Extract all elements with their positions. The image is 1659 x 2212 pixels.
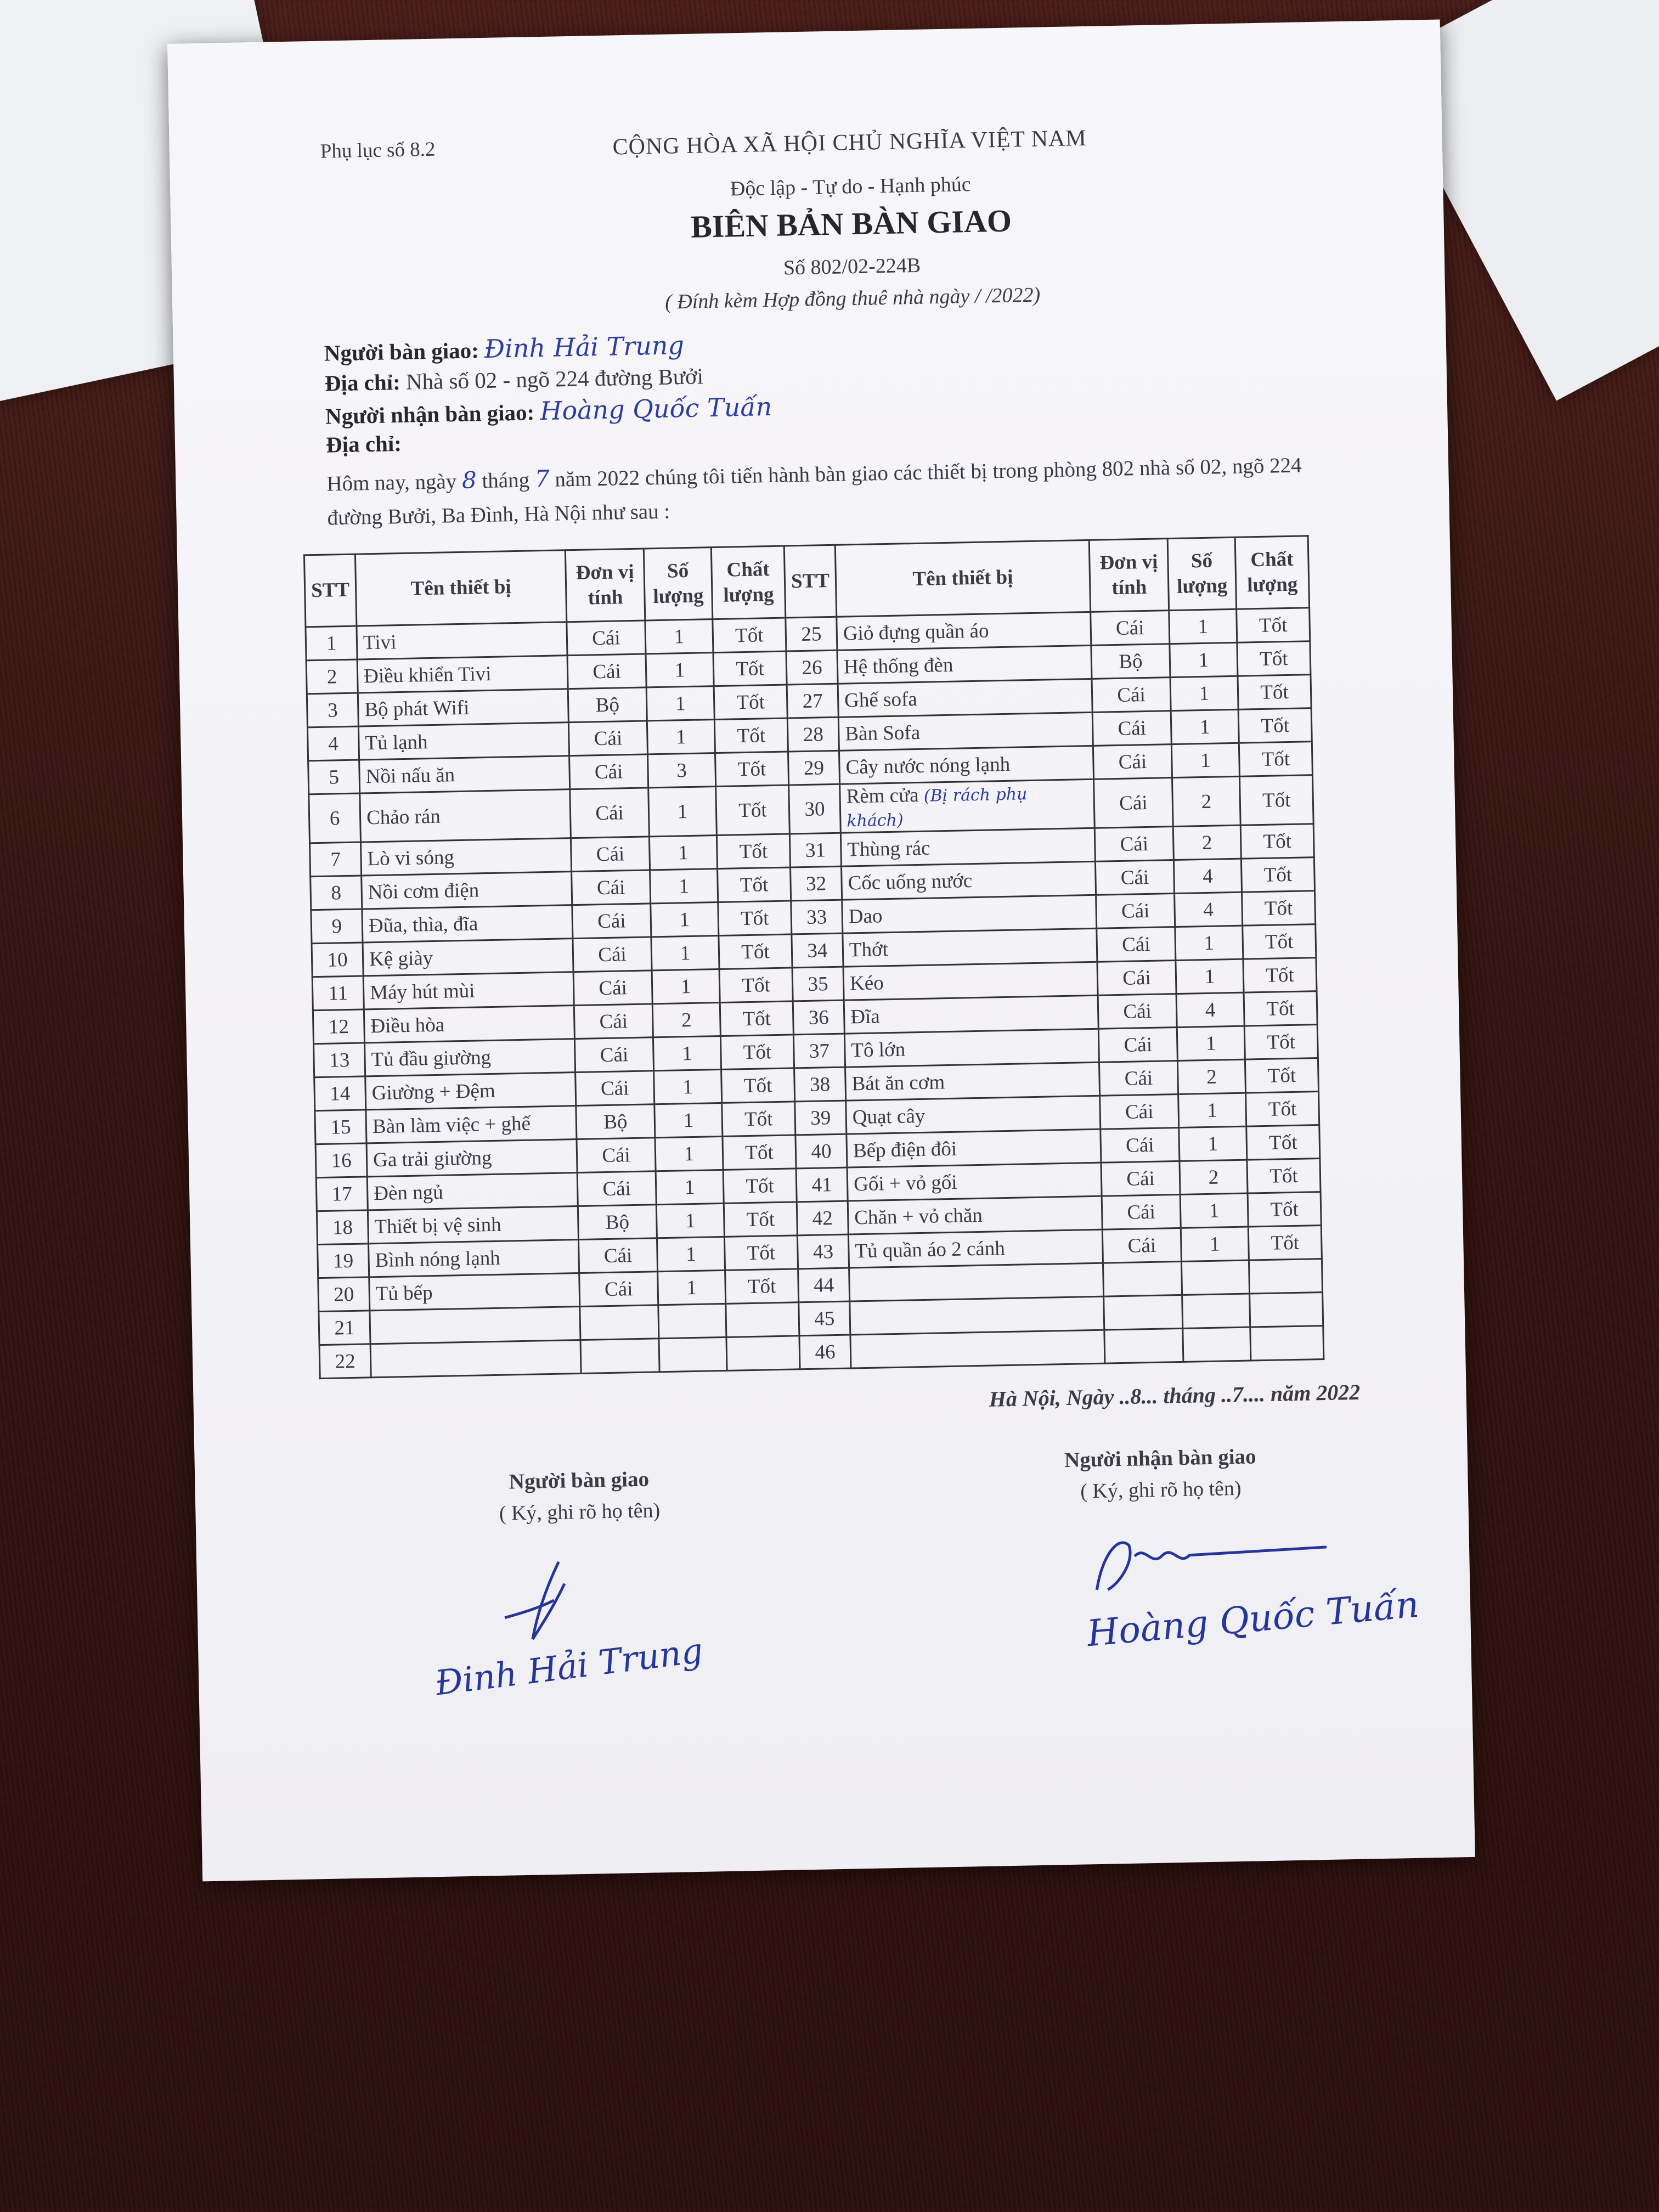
- giver-signature-subtitle: ( Ký, ghi rõ họ tên): [499, 1499, 661, 1525]
- receiver-label: Người nhận bàn giao:: [325, 399, 535, 429]
- cell-quality: [726, 1336, 800, 1371]
- cell-quality-2: [1250, 1325, 1324, 1361]
- cell-qty: 1: [646, 653, 714, 687]
- cell-stt: 15: [315, 1110, 366, 1144]
- receiver-handwritten-name: Hoàng Quốc Tuấn: [539, 391, 772, 426]
- cell-stt: 19: [318, 1244, 369, 1278]
- giver-handwritten-name: Đinh Hải Trung: [484, 330, 685, 364]
- cell-qty-2: [1182, 1294, 1250, 1328]
- header-unit: Đơn vị tính: [565, 549, 645, 622]
- cell-qty: 2: [652, 1002, 720, 1037]
- cell-quality-2: Tốt: [1247, 1159, 1321, 1194]
- cell-qty-2: 4: [1176, 992, 1244, 1027]
- cell-stt-2: 30: [789, 784, 841, 834]
- cell-unit-2: Cái: [1093, 744, 1172, 780]
- header-qty-2: Số lượng: [1167, 537, 1236, 610]
- cell-quality: Tốt: [720, 1035, 794, 1070]
- cell-name: Lò vi sóng: [360, 838, 571, 876]
- cell-stt: 17: [316, 1177, 368, 1211]
- address-label: Địa chỉ:: [324, 369, 401, 396]
- cell-qty: 1: [654, 1103, 723, 1137]
- cell-unit: Cái: [577, 1138, 656, 1173]
- cell-qty: [659, 1337, 727, 1372]
- cell-qty-2: 2: [1173, 825, 1241, 860]
- intro-text-3: năm 2022 chúng tôi tiến hành bàn giao các thiết bị trong phòng 802 nhà số 02, ngõ 224 đường Bưởi, Ba Đình, Hà Nội như sau :: [327, 453, 1302, 530]
- cell-quality: Tốt: [722, 1102, 795, 1137]
- cell-name: Điều khiển Tivi: [357, 656, 568, 693]
- cell-stt: 12: [313, 1009, 364, 1044]
- cell-stt-2: 28: [787, 717, 839, 752]
- cell-name: Thiết bị vệ sinh: [368, 1206, 578, 1244]
- cell-unit: Cái: [567, 654, 646, 689]
- cell-stt: 5: [308, 760, 360, 794]
- cell-stt-2: 44: [798, 1268, 850, 1302]
- cell-stt-2: 37: [793, 1034, 845, 1068]
- cell-name: Bình nóng lạnh: [369, 1240, 579, 1277]
- header-quality: Chất lượng: [711, 546, 785, 619]
- cell-qty-2: 4: [1173, 859, 1242, 893]
- cell-quality-2: [1250, 1292, 1323, 1327]
- place-date: Hà Nội, Ngày ..8... tháng ..7.... năm 2022: [989, 1379, 1361, 1412]
- cell-unit: Cái: [577, 1171, 656, 1206]
- cell-name-2: Thớt: [843, 928, 1097, 967]
- header-unit-2: Đơn vị tính: [1089, 539, 1169, 612]
- cell-name: [370, 1340, 581, 1377]
- cell-qty: 1: [654, 1069, 722, 1104]
- header-name: Tên thiết bị: [355, 550, 566, 626]
- cell-quality-2: [1249, 1259, 1322, 1294]
- receiver-field: [325, 392, 772, 430]
- cell-stt: 7: [310, 842, 362, 877]
- cell-quality-2: Tốt: [1246, 1125, 1320, 1160]
- cell-unit: Cái: [578, 1238, 657, 1273]
- cell-quality: Tốt: [718, 867, 791, 902]
- cell-quality: Tốt: [724, 1202, 797, 1237]
- cell-unit-2: Cái: [1099, 1060, 1178, 1096]
- cell-qty: 1: [648, 787, 717, 837]
- cell-unit: Bộ: [578, 1205, 657, 1240]
- cell-quality: Tốt: [714, 718, 788, 753]
- equipment-table: [303, 535, 1325, 1379]
- nation-heading: CỘNG HÒA XÃ HỘI CHỦ NGHĨA VIỆT NAM: [612, 125, 1087, 160]
- cell-stt-2: 38: [794, 1067, 846, 1102]
- cell-qty-2: 2: [1172, 776, 1241, 826]
- cell-qty: 1: [646, 686, 714, 721]
- receiver-signature-title: Người nhận bàn giao: [1064, 1444, 1256, 1472]
- cell-stt-2: 39: [795, 1101, 847, 1135]
- cell-qty-2: 1: [1169, 609, 1237, 644]
- cell-unit: Cái: [571, 837, 650, 872]
- cell-stt: 14: [314, 1076, 366, 1111]
- cell-stt-2: 34: [792, 933, 843, 968]
- document-sheet: [167, 19, 1475, 1881]
- cell-name: Máy hút mùi: [363, 972, 574, 1009]
- giver-label: Người bàn giao:: [324, 337, 479, 366]
- cell-stt-2: 31: [789, 833, 841, 867]
- cell-name: Tủ lạnh: [358, 723, 569, 760]
- intro-day: 8: [461, 466, 477, 494]
- cell-quality: Tốt: [720, 1001, 793, 1036]
- cell-stt-2: 29: [788, 751, 839, 785]
- cell-stt-2: 42: [797, 1201, 848, 1235]
- cell-name-2: [850, 1296, 1104, 1335]
- cell-qty-2: 1: [1170, 642, 1238, 677]
- cell-name: Bàn làm việc + ghế: [366, 1106, 577, 1143]
- giver-signature-name: Đinh Hải Trung: [433, 1630, 706, 1703]
- cell-qty: 1: [658, 1270, 726, 1305]
- cell-name: Đũa, thìa, đĩa: [362, 905, 573, 943]
- cell-quality-2: Tốt: [1237, 641, 1311, 676]
- receiver-signature-name: Hoàng Quốc Tuấn: [1085, 1583, 1421, 1655]
- address-field: [324, 363, 703, 396]
- cell-unit-2: Cái: [1098, 994, 1177, 1029]
- cell-name-2: Bát ăn cơm: [845, 1062, 1100, 1101]
- cell-unit: Cái: [573, 970, 652, 1006]
- address-value: Nhà số 02 - ngõ 224 đường Bưởi: [405, 363, 704, 394]
- cell-unit-2: [1104, 1295, 1183, 1330]
- cell-unit-2: Cái: [1098, 1028, 1177, 1063]
- cell-quality-2: Tốt: [1243, 958, 1317, 993]
- cell-stt: 3: [307, 693, 358, 727]
- cell-qty: 1: [657, 1237, 725, 1271]
- cell-stt-2: 33: [791, 900, 843, 934]
- cell-unit-2: Cái: [1101, 1161, 1180, 1196]
- cell-quality: Tốt: [713, 651, 787, 686]
- document-number: Số 802/02-224B: [783, 253, 921, 280]
- cell-quality: Tốt: [716, 785, 790, 836]
- cell-stt: 13: [314, 1043, 365, 1077]
- cell-qty: 1: [656, 1203, 724, 1238]
- giver-signature-title: Người bàn giao: [509, 1467, 650, 1494]
- cell-qty-2: 1: [1176, 959, 1244, 994]
- cell-quality-2: Tốt: [1240, 824, 1314, 859]
- cell-name-2: Tô lớn: [844, 1029, 1099, 1067]
- cell-quality: [726, 1302, 799, 1338]
- cell-unit-2: [1103, 1261, 1182, 1296]
- cell-unit-2: Cái: [1100, 1094, 1179, 1129]
- cell-unit: Cái: [574, 1037, 653, 1073]
- cell-quality: Tốt: [716, 834, 790, 869]
- cell-name: Nồi cơm điện: [362, 872, 572, 909]
- header-quality-2: Chất lượng: [1235, 536, 1309, 610]
- cell-qty-2: 1: [1177, 1026, 1245, 1060]
- cell-stt-2: 36: [793, 1000, 844, 1035]
- cell-name: Tủ đầu giường: [365, 1039, 575, 1076]
- cell-quality: Tốt: [719, 968, 793, 1003]
- cell-name-2: Tủ quần áo 2 cánh: [848, 1229, 1103, 1268]
- intro-text-2: tháng: [476, 468, 535, 493]
- cell-qty-2: [1181, 1260, 1249, 1295]
- cell-stt-2: 40: [795, 1134, 847, 1169]
- cell-name: Kệ giày: [363, 939, 573, 976]
- header-stt: STT: [304, 554, 356, 627]
- address2-field: [326, 430, 402, 458]
- cell-quality-2: Tốt: [1248, 1226, 1322, 1261]
- cell-unit: Cái: [572, 870, 651, 905]
- cell-stt: 10: [312, 943, 363, 977]
- cell-qty-2: 1: [1170, 676, 1238, 710]
- cell-qty-2: 4: [1175, 892, 1243, 927]
- cell-stt: 2: [306, 659, 358, 694]
- cell-stt: 9: [311, 909, 363, 944]
- cell-name-2: Kéo: [843, 962, 1098, 1000]
- cell-qty-2: 2: [1180, 1160, 1248, 1194]
- cell-stt-2: 27: [787, 684, 838, 718]
- document-title: BIÊN BẢN BÀN GIAO: [690, 202, 1012, 245]
- cell-qty-2: 1: [1180, 1193, 1248, 1228]
- cell-name-2: Rèm cửa (Bị rách phụ khách): [840, 779, 1095, 833]
- cell-name-2: Ghế sofa: [838, 679, 1092, 717]
- cell-quality: Tốt: [723, 1169, 797, 1204]
- cell-unit: Cái: [572, 904, 651, 939]
- cell-qty-2: 2: [1177, 1059, 1245, 1094]
- cell-quality: Tốt: [719, 934, 792, 969]
- cell-stt: 8: [311, 876, 362, 910]
- cell-name-2: Đĩa: [844, 995, 1098, 1034]
- cell-quality: Tốt: [725, 1269, 799, 1304]
- cell-unit-2: Cái: [1094, 827, 1173, 862]
- cell-stt-2: 32: [791, 866, 842, 901]
- cell-quality-2: Tốt: [1244, 1025, 1318, 1060]
- annex-label: Phụ lục số 8.2: [320, 138, 436, 163]
- cell-unit-2: Cái: [1095, 860, 1174, 895]
- cell-qty: 1: [650, 869, 718, 904]
- cell-name-2: Hệ thống đèn: [837, 645, 1092, 684]
- cell-qty: 1: [647, 720, 715, 754]
- cell-qty: 1: [645, 619, 713, 654]
- attachment-note: ( Đính kèm Hợp đồng thuê nhà ngày / /2022): [664, 283, 1041, 314]
- cell-quality: Tốt: [713, 618, 786, 653]
- cell-qty-2: [1183, 1327, 1251, 1362]
- receiver-signature-subtitle: ( Ký, ghi rõ họ tên): [1080, 1476, 1242, 1503]
- cell-stt: 18: [317, 1210, 368, 1245]
- cell-quality-2: Tốt: [1248, 1192, 1321, 1227]
- cell-qty-2: 1: [1175, 926, 1243, 960]
- header-qty: Số lượng: [644, 548, 712, 620]
- intro-month: 7: [534, 465, 550, 493]
- cell-unit: Bộ: [568, 687, 647, 723]
- cell-unit: Bộ: [576, 1104, 655, 1139]
- cell-stt: 21: [319, 1311, 370, 1345]
- cell-unit-2: Cái: [1097, 961, 1176, 996]
- cell-unit-2: Cái: [1102, 1228, 1181, 1263]
- cell-unit-2: Cái: [1092, 711, 1171, 746]
- cell-quality-2: Tốt: [1239, 742, 1312, 777]
- cell-name-2: Cốc uống nước: [842, 861, 1096, 900]
- cell-stt-2: 46: [799, 1335, 851, 1369]
- cell-name: Đèn ngủ: [367, 1173, 578, 1210]
- cell-stt: 22: [319, 1344, 371, 1379]
- cell-qty: 1: [652, 969, 720, 1003]
- cell-unit: Cái: [579, 1272, 658, 1307]
- cell-unit-2: Cái: [1091, 611, 1170, 646]
- cell-unit-2: [1104, 1328, 1183, 1363]
- cell-name: Tivi: [357, 622, 567, 659]
- intro-paragraph: [326, 447, 1315, 535]
- cell-name-2: [850, 1330, 1105, 1368]
- cell-name-2: Giỏ đựng quần áo: [837, 612, 1091, 650]
- cell-quality: Tốt: [714, 685, 787, 720]
- cell-quality-2: Tốt: [1245, 1058, 1318, 1093]
- cell-unit: Cái: [575, 1071, 654, 1106]
- cell-stt: 6: [309, 793, 361, 843]
- cell-unit-2: Cái: [1102, 1194, 1181, 1229]
- cell-unit: Cái: [574, 1004, 653, 1039]
- cell-name: Ga trải giường: [366, 1139, 577, 1177]
- cell-unit: Cái: [570, 788, 650, 838]
- cell-unit: Cái: [567, 620, 646, 656]
- cell-name: Nồi nấu ăn: [359, 756, 570, 793]
- cell-qty-2: 1: [1178, 1093, 1246, 1127]
- cell-qty: 3: [648, 753, 716, 788]
- cell-name: Bộ phát Wifi: [358, 689, 568, 726]
- cell-name-2: Quạt cây: [846, 1096, 1101, 1134]
- cell-quality-2: Tốt: [1242, 891, 1316, 926]
- cell-qty: 1: [653, 1036, 721, 1070]
- cell-qty-2: 1: [1171, 709, 1239, 744]
- cell-name: Giường + Đệm: [365, 1073, 576, 1110]
- cell-qty: 1: [651, 936, 719, 970]
- cell-name-2: Bàn Sofa: [838, 712, 1093, 751]
- cell-name-2: Chăn + vỏ chăn: [848, 1196, 1102, 1234]
- cell-quality: Tốt: [715, 752, 788, 787]
- cell-quality-2: Tốt: [1243, 924, 1316, 960]
- cell-name: Chảo rán: [360, 789, 571, 842]
- cell-qty: 1: [655, 1136, 723, 1171]
- cell-qty-2: 1: [1171, 743, 1239, 777]
- cell-unit: Cái: [569, 754, 648, 789]
- cell-name-2: Thùng rác: [840, 828, 1095, 866]
- cell-name-2: Cây nước nóng lạnh: [839, 746, 1093, 784]
- cell-qty: 1: [656, 1170, 724, 1204]
- cell-quality-2: Tốt: [1238, 708, 1312, 743]
- cell-name: Điều hòa: [364, 1006, 574, 1043]
- cell-quality: Tốt: [723, 1135, 796, 1170]
- cell-name-2: Bếp điện đôi: [847, 1129, 1101, 1167]
- cell-qty-2: 1: [1181, 1227, 1249, 1261]
- cell-unit: [580, 1305, 659, 1340]
- handwritten-note: (Bị rách phụ khách): [847, 785, 1028, 831]
- cell-quality-2: Tốt: [1238, 675, 1311, 710]
- cell-quality-2: Tốt: [1244, 991, 1317, 1026]
- cell-name: [370, 1306, 580, 1344]
- address2-label: Địa chỉ:: [325, 430, 402, 458]
- cell-quality: Tốt: [718, 901, 792, 936]
- cell-stt: 20: [318, 1277, 370, 1312]
- cell-stt-2: 26: [786, 650, 838, 685]
- cell-name-2: Gối + vỏ gối: [847, 1163, 1102, 1201]
- intro-text-1: Hôm nay, ngày: [326, 469, 462, 496]
- cell-quality-2: Tốt: [1239, 775, 1313, 826]
- cell-quality: Tốt: [721, 1068, 795, 1103]
- cell-stt: 1: [306, 626, 357, 661]
- cell-qty: 1: [651, 902, 719, 937]
- cell-stt: 16: [315, 1143, 367, 1178]
- cell-stt: 4: [307, 726, 359, 761]
- cell-qty: [658, 1304, 726, 1338]
- cell-qty-2: 1: [1179, 1126, 1247, 1161]
- cell-unit-2: Cái: [1094, 778, 1173, 828]
- cell-unit-2: Cái: [1097, 927, 1176, 962]
- cell-unit: Cái: [568, 721, 647, 756]
- motto: Độc lập - Tự do - Hạnh phúc: [730, 172, 972, 201]
- header-stt-2: STT: [784, 545, 836, 618]
- cell-stt-2: 43: [797, 1234, 849, 1269]
- cell-unit: Cái: [573, 937, 652, 972]
- cell-name-2: Dao: [842, 895, 1097, 933]
- cell-qty: 1: [649, 836, 717, 870]
- cell-stt-2: 45: [799, 1301, 850, 1336]
- cell-stt: 11: [312, 976, 364, 1011]
- cell-name-2: [849, 1263, 1104, 1301]
- giver-field: [324, 330, 684, 367]
- header-name-2: Tên thiết bị: [835, 540, 1090, 617]
- cell-unit-2: Cái: [1092, 678, 1171, 713]
- giver-signature-mark: [482, 1550, 593, 1651]
- cell-quality-2: Tốt: [1241, 857, 1314, 893]
- cell-quality: Tốt: [724, 1235, 798, 1271]
- cell-stt-2: 25: [786, 617, 837, 651]
- cell-stt-2: 35: [792, 967, 844, 1001]
- cell-unit-2: Cái: [1101, 1127, 1180, 1163]
- cell-name: Tủ bếp: [369, 1273, 580, 1311]
- cell-unit-2: Cái: [1096, 894, 1175, 929]
- cell-unit: [580, 1339, 659, 1374]
- cell-quality-2: Tốt: [1246, 1092, 1319, 1127]
- cell-unit-2: Bộ: [1091, 644, 1170, 679]
- cell-stt-2: 41: [796, 1167, 848, 1202]
- cell-quality-2: Tốt: [1237, 608, 1310, 643]
